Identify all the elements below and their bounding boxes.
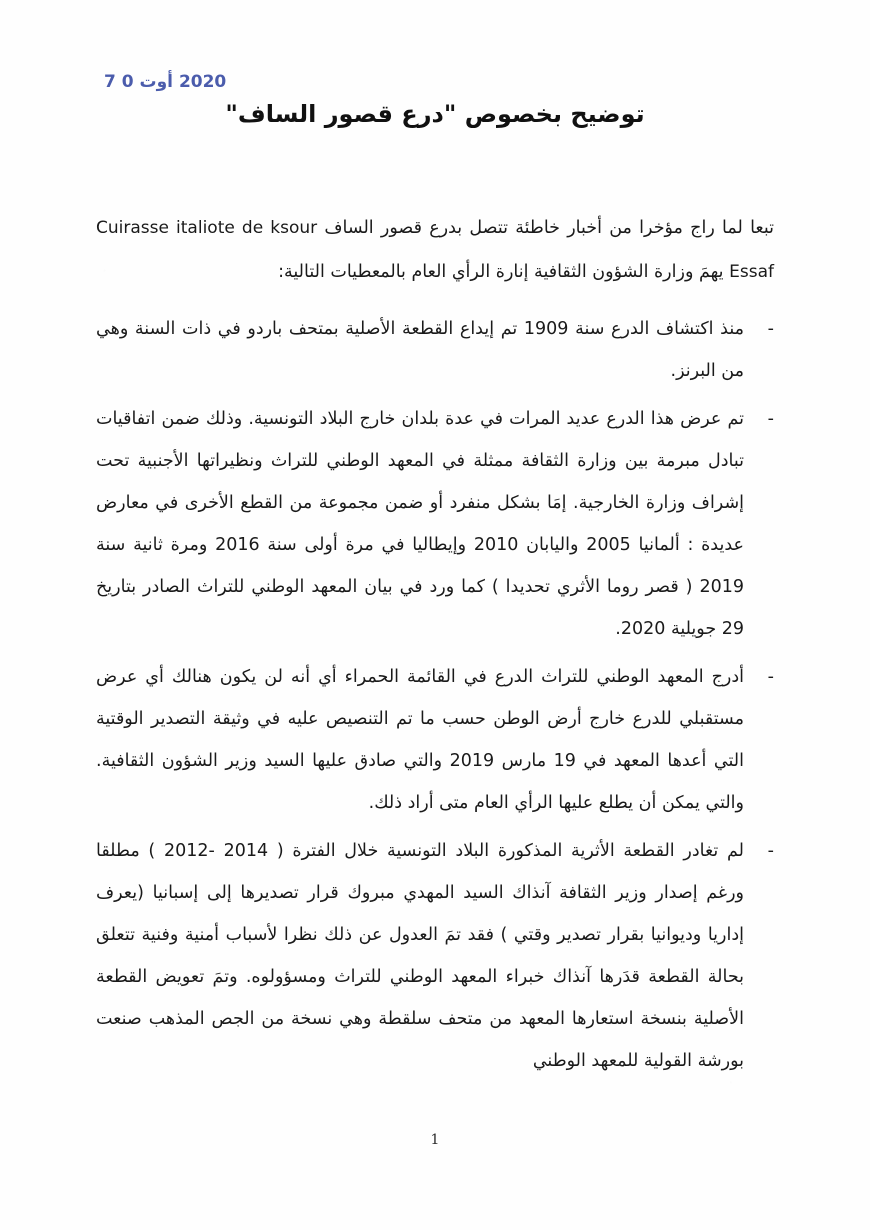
bullet-dash-icon: - xyxy=(767,841,774,861)
bullet-list xyxy=(96,308,774,1082)
intro-text-before: تبعا لما راج مؤخرا من أخبار خاطئة تتصل بدرع قصور الساف xyxy=(324,218,774,238)
intro-text-after: يهمَ وزارة الشؤون الثقافية إنارة الرأي العام بالمعطيات التالية: xyxy=(278,262,724,282)
list-item xyxy=(96,398,774,650)
bullet-discovery-1909: منذ اكتشاف الدرع سنة 1909 تم إيداع القطعة الأصلية بمتحف باردو في ذات السنة وهي من البرنز. xyxy=(96,319,745,381)
bullet-dash-icon: - xyxy=(767,319,774,339)
bullet-red-list: أدرج المعهد الوطني للتراث الدرع في القائمة الحمراء أي أنه لن يكون هنالك أي عرض مستقبلي للدرع خارج أرض الوطن حسب ما تم التنصيص عليه في وثيقة التصدير الوقتية التي أعدها المعهد في 19 مارس 2019 والتي صادق عليها السيد وزير الشؤون الثقافية. والتي يمكن أن يطلع عليها الرأي العام متى أراد ذلك. xyxy=(96,667,744,813)
document-body xyxy=(96,206,774,1088)
bullet-no-departure-2012-2014: لم تغادر القطعة الأثرية المذكورة البلاد التونسية خلال الفترة ( 2014 -2012 ) مطلقا ورغم إصدار وزير الثقافة آنذاك السيد المهدي مبروك قرار تصديرها إلى إسبانيا (يعرف إداريا وديوانيا بقرار تصدير وقتي ) فقد تمَ العدول عن ذلك نظرا لأسباب أمنية وفنية تتعلق بحالة القطعة قدَرها آنذاك خبراء المعهد الوطني للتراث ومسؤولوه. وتمَ تعويض القطعة الأصلية بنسخة استعارها المعهد من متحف سلقطة وهي نسخة من الجص المذهب صنعت بورشة القولية للمعهد الوطني xyxy=(96,841,744,1071)
page-number: 1 xyxy=(430,1132,440,1148)
date-stamp: 2020 أوت 0 7 xyxy=(104,72,227,92)
bullet-dash-icon: - xyxy=(767,409,774,429)
list-item xyxy=(96,830,774,1082)
list-item xyxy=(96,308,774,392)
list-item xyxy=(96,656,774,824)
bullet-dash-icon: - xyxy=(767,667,774,687)
page-title: توضيح بخصوص "درع قصور الساف" xyxy=(225,100,645,128)
latin-term-cuirasse: Cuirasse italiote de ksour Essaf xyxy=(96,218,774,282)
bullet-exhibitions-abroad: تم عرض هذا الدرع عديد المرات في عدة بلدان خارج البلاد التونسية. وذلك ضمن اتفاقيات تبادل مبرمة بين وزارة الثقافة ممثلة في المعهد الوطني للتراث ونظيراتها الأجنبية تحت إشراف وزارة الخارجية. إمَا بشكل منفرد أو ضمن مجموعة من القطع الأخرى في معارض عديدة : ألمانيا 2005 واليابان 2010 وإيطاليا في مرة أولى سنة 2016 ومرة ثانية سنة 2019 ( قصر روما الأثري تحديدا ) كما ورد في بيان المعهد الوطني للتراث الصادر بتاريخ 29 جويلية 2020. xyxy=(96,409,744,639)
intro-paragraph xyxy=(96,206,774,294)
